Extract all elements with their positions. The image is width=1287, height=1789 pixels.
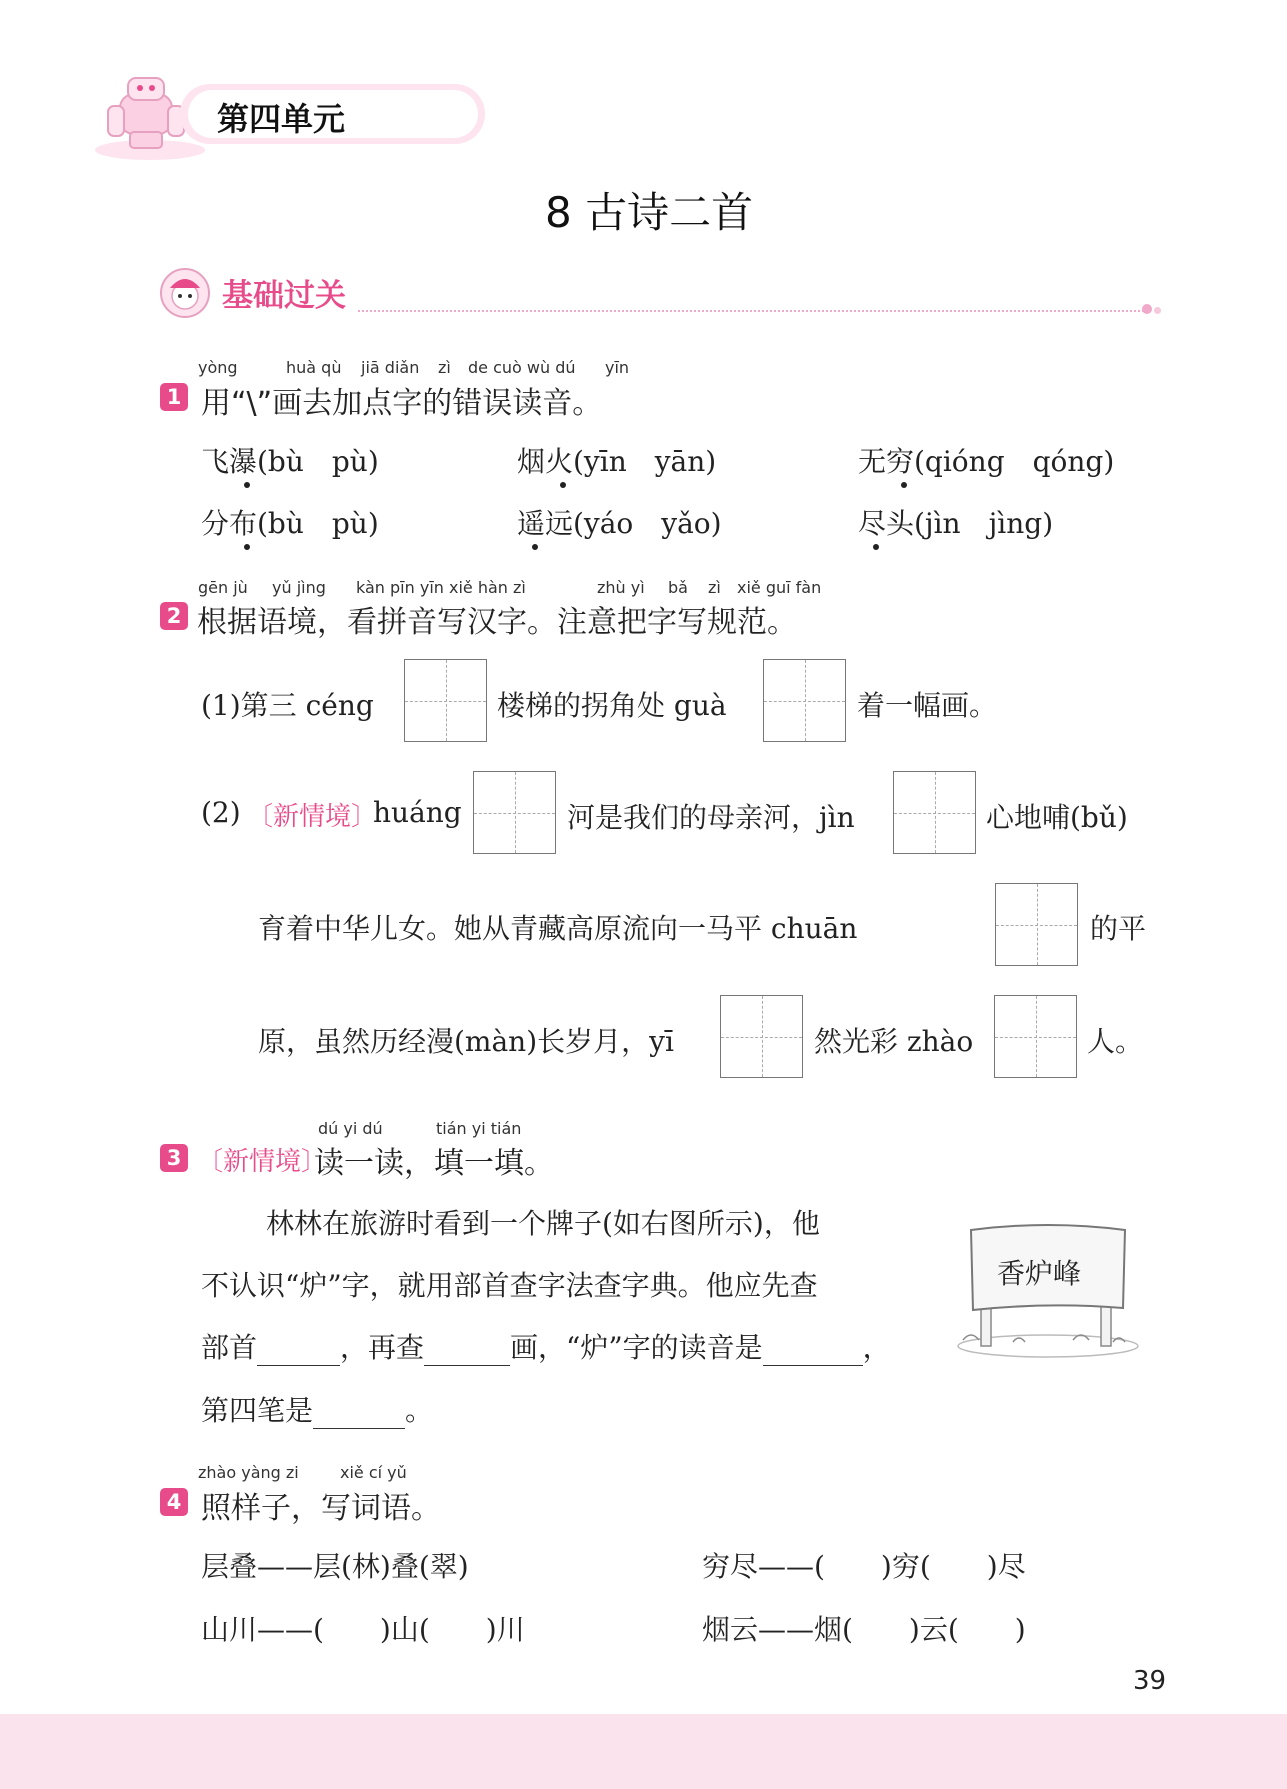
q2-line2-d: 心地哺(bǔ) <box>986 801 1128 834</box>
q2-line4-b: 然光彩 zhào <box>814 1025 974 1058</box>
emphasis-dot <box>244 544 250 550</box>
q2-pinyin-1: gēn jù <box>198 578 248 597</box>
q1-item: 分布(bù pù) <box>201 507 379 540</box>
q2-line2-c: 河是我们的母亲河，jìn <box>567 801 855 834</box>
emphasis-dot <box>901 482 907 488</box>
q3-text: 。 <box>405 1394 434 1427</box>
q2-pinyin-5: bǎ <box>668 578 688 597</box>
q2-pinyin-7: xiě guī fàn <box>737 578 822 597</box>
emphasis-dot <box>560 482 566 488</box>
q4-instruction: 照样子，写词语。 <box>201 1491 441 1526</box>
q3-number: 3 <box>160 1144 188 1172</box>
unit-label: 第四单元 <box>217 100 346 138</box>
q4-exercise: 山川——( )山( )川 <box>201 1613 525 1646</box>
fill-blank[interactable] <box>763 1338 863 1366</box>
sign-text: 香炉峰 <box>997 1257 1082 1290</box>
answer-box[interactable] <box>404 659 487 742</box>
emphasis-dot <box>532 544 538 550</box>
page-number: 39 <box>1133 1666 1167 1696</box>
q3-text: 画，“炉”字的读音是 <box>510 1331 763 1364</box>
lesson-title: 8 古诗二首 <box>545 188 754 237</box>
section-label: 基础过关 <box>222 278 346 314</box>
section-divider <box>358 310 1148 312</box>
footer-band <box>0 1714 1287 1789</box>
divider-dot <box>1142 304 1152 314</box>
q1-pinyin-3: jiā diǎn <box>361 358 420 377</box>
emphasis-dot <box>873 544 879 550</box>
q1-pinyin-1: yòng <box>198 358 238 377</box>
signboard-icon <box>953 1222 1143 1362</box>
q2-line3-a: 育着中华儿女。她从青藏高原流向一马平 chuān <box>258 912 858 945</box>
q4-pinyin-2: xiě cí yǔ <box>340 1463 407 1482</box>
q2-instruction: 根据语境，看拼音写汉字。注意把字写规范。 <box>197 605 797 640</box>
divider-dot <box>1154 307 1161 314</box>
fill-blank[interactable] <box>424 1338 510 1366</box>
q1-item: 烟火(yīn yān) <box>517 445 717 478</box>
answer-box[interactable] <box>893 771 976 854</box>
answer-box[interactable] <box>720 995 803 1078</box>
q4-exercise: 烟云——烟( )云( ) <box>702 1613 1026 1646</box>
q2-line3-b: 的平 <box>1090 912 1147 945</box>
q1-item: 飞瀑(bù pù) <box>201 445 379 478</box>
q4-example: 层叠——层(林)叠(翠) <box>201 1550 469 1583</box>
q4-exercise: 穷尽——( )穷( )尽 <box>702 1550 1026 1583</box>
q2-line4-a: 原，虽然历经漫(màn)长岁月，yī <box>258 1025 674 1058</box>
q4-pinyin-1: zhào yàng zi <box>198 1463 299 1482</box>
q3-text: ， <box>862 1331 891 1364</box>
q1-pinyin-6: yīn <box>605 358 630 377</box>
q1-instruction: 用“\”画去加点字的错误读音。 <box>201 386 603 421</box>
girl-mascot-icon <box>158 266 212 320</box>
q2-line2-b: huáng <box>373 796 462 829</box>
new-context-tag: 〔新情境〕 <box>247 802 378 832</box>
q1-pinyin-5: de cuò wù dú <box>468 358 576 377</box>
q3-text: 部首 <box>201 1331 258 1364</box>
unit-banner <box>80 68 410 164</box>
q1-item: 遥远(yáo yǎo) <box>517 507 722 540</box>
q3-paragraph-2: 不认识“炉”字，就用部首查字法查字典。他应先查 <box>201 1269 818 1302</box>
q2-line4-c: 人。 <box>1087 1025 1144 1058</box>
q2-line2-a: (2) <box>201 796 241 829</box>
q2-line1-b: 楼梯的拐角处 guà <box>497 689 727 722</box>
q1-number: 1 <box>160 383 188 411</box>
answer-box[interactable] <box>994 995 1077 1078</box>
signboard-picture <box>953 1222 1143 1362</box>
answer-box[interactable] <box>995 883 1078 966</box>
q1-item: 无穷(qióng qóng) <box>858 445 1115 478</box>
new-context-tag: 〔新情境〕 <box>197 1147 328 1177</box>
q2-pinyin-2: yǔ jìng <box>272 578 326 597</box>
q3-text: 第四笔是 <box>201 1394 314 1427</box>
q4-number: 4 <box>160 1488 188 1516</box>
q3-paragraph-1: 林林在旅游时看到一个牌子(如右图所示)，他 <box>266 1207 820 1240</box>
section-header <box>158 266 1158 320</box>
q1-pinyin-2: huà qù <box>286 358 342 377</box>
fill-blank[interactable] <box>257 1338 340 1366</box>
fill-blank[interactable] <box>313 1401 405 1429</box>
q2-pinyin-3: kàn pīn yīn xiě hàn zì <box>356 578 526 597</box>
q3-text: ，再查 <box>340 1331 425 1364</box>
emphasis-dot <box>244 482 250 488</box>
q1-pinyin-4: zì <box>438 358 451 377</box>
answer-box[interactable] <box>473 771 556 854</box>
q3-instruction: 读一读，填一填。 <box>314 1146 554 1181</box>
q3-pinyin-2: tián yi tián <box>436 1119 522 1138</box>
q2-pinyin-6: zì <box>708 578 721 597</box>
q3-paragraph-3 <box>201 1326 891 1366</box>
q2-pinyin-4: zhù yì <box>597 578 645 597</box>
q2-line1-a: (1)第三 céng <box>201 689 374 722</box>
q1-item: 尽头(jìn jìng) <box>858 507 1054 540</box>
q3-paragraph-4 <box>201 1389 433 1429</box>
answer-box[interactable] <box>763 659 846 742</box>
q3-pinyin-1: dú yi dú <box>318 1119 383 1138</box>
q2-number: 2 <box>160 602 188 630</box>
q2-line1-c: 着一幅画。 <box>857 689 998 722</box>
